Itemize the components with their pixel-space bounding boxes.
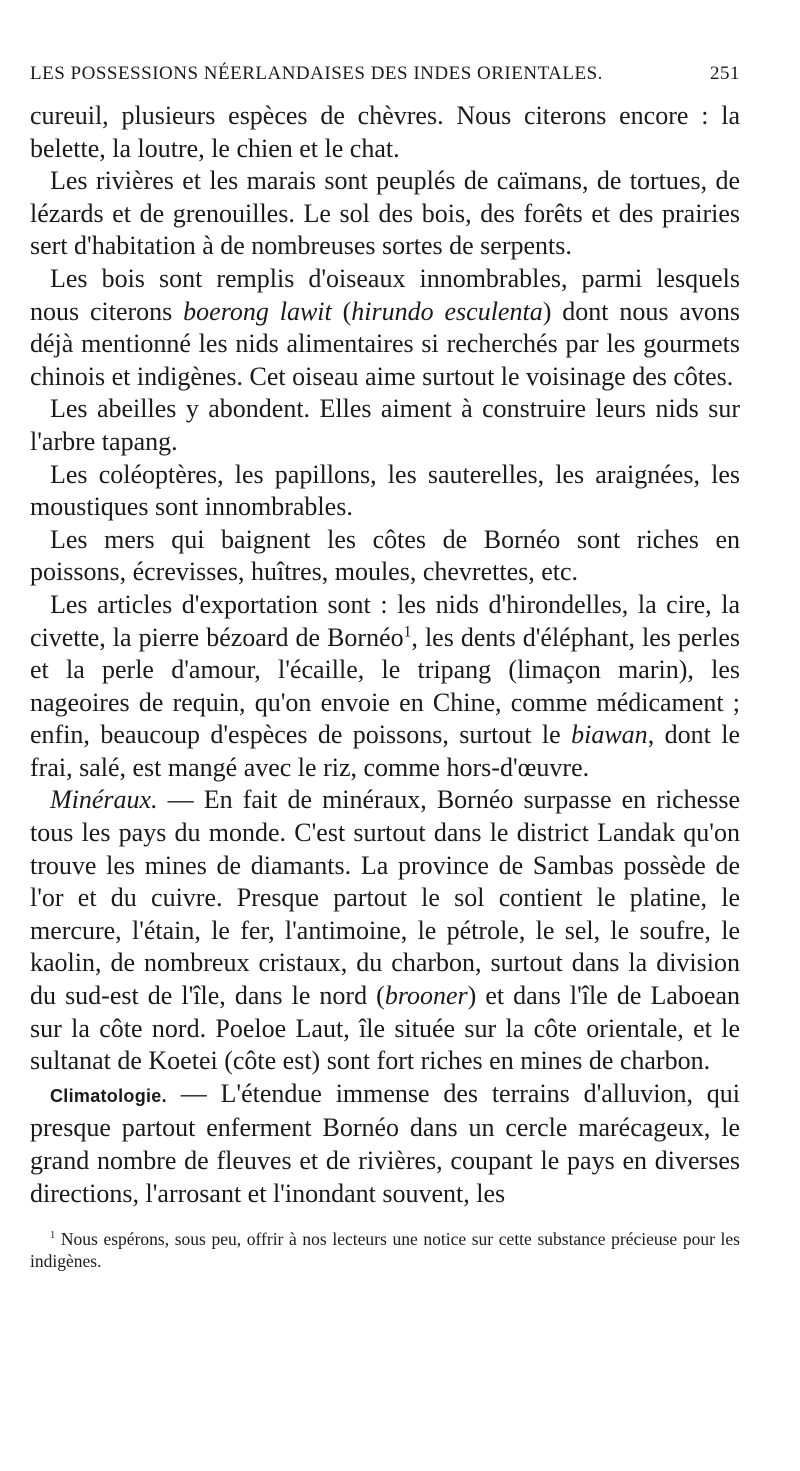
paragraph-climate	[30, 1078, 740, 1210]
text-run: Les articles d'exportation sont : les nids d'hirondelles, la cire, la civette, la pierre bézoard de Bornéo	[30, 589, 740, 652]
text-run: — L'étendue immense des terrains d'alluvion, qui presque partout enferment Bornéo dans un cercle marécageux, le grand nombre de fleuves et de rivières, coupant le pays en diverses directions, l'arrosant et l'inondant souvent, les	[30, 1078, 740, 1208]
text-run: ) dont nous avons déjà mentionné les nids alimentaires si recherchés par les gourmets chinois et indigènes. Cet oiseau aime surtout le voisinage des côtes.	[30, 296, 740, 391]
running-title: LES POSSESSIONS NÉERLANDAISES DES INDES ORIENTALES.	[30, 63, 603, 84]
page-body	[30, 100, 740, 1272]
footnote-text: Nous espérons, sous peu, offrir à nos lecteurs une notice sur cette substance précieuse pour les indigènes.	[30, 1229, 740, 1272]
paragraph-continuation: cureuil, plusieurs espèces de chèvres. Nous citerons encore : la belette, la loutre, le chien et le chat.	[30, 101, 740, 163]
text-run: Les bois sont remplis d'oiseaux innombrables, parmi lesquels nous citerons	[30, 263, 740, 326]
paragraph-bees: Les abeilles y abondent. Elles aiment à construire leurs nids sur l'arbre tapang.	[30, 394, 740, 456]
footnote-reference: 1	[403, 622, 412, 640]
italic-term: biawan	[571, 720, 648, 750]
running-header	[30, 60, 740, 92]
paragraph-seas: Les mers qui baignent les côtes de Bornéo sont riches en poissons, écrevisses, huîtres, moules, chevrettes, etc.	[30, 524, 740, 587]
footnote-mark: 1	[50, 1230, 56, 1242]
paragraph-reptiles: Les rivières et les marais sont peuplés de caïmans, de tortues, de lézards et de grenouilles. Le sol des bois, des forêts et des prairies sert d'habitation à de nombreuses sortes de serpents.	[30, 166, 740, 261]
section-heading-mineraux: Minéraux.	[50, 785, 158, 815]
text-run: , dont le frai, salé, est mangé avec le riz, comme hors-d'œuvre.	[30, 720, 740, 782]
text-run: — En fait de minéraux, Bornéo surpasse en richesse tous les pays du monde. C'est surtout dans le district Landak qu'on trouve les mines de diamants. La province de Sambas possède de l'or et du cuivre. Presque partout le sol contient le platine, le mercure, l'étain, le fer, l'antimoine, le pétrole, le sel, le soufre, le kaolin, de nombreux cristaux, du charbon, surtout dans la division du sud-est de l'île, dans le nord (	[30, 785, 740, 1011]
paragraph-exports	[30, 589, 740, 785]
italic-term: hirundo esculenta	[351, 296, 543, 326]
italic-term: boerong lawit	[183, 296, 332, 326]
text-run: ) et dans l'île de Laboean sur la côte nord. Poeloe Laut, île située sur la côte orientale, et le sultanat de Koetei (côte est) sont fort riches en mines de charbon.	[30, 981, 740, 1076]
footnote	[30, 1228, 740, 1272]
paragraph-insects: Les coléoptères, les papillons, les sauterelles, les araignées, les moustiques sont innombrables.	[30, 459, 740, 522]
page-number: 251	[710, 63, 740, 84]
text-run: , les dents d'éléphant, les perles et la perle d'amour, l'écaille, le tripang (limaçon marin), les nageoires de requin, qu'on envoie en Chine, comme médicament ; enfin, beaucoup d'espèces de poissons, surtout le	[30, 622, 740, 750]
book-page	[30, 60, 740, 1272]
paragraph-minerals	[30, 784, 740, 1077]
section-heading-climatologie: Climatologie.	[50, 1085, 167, 1106]
text-run: (	[331, 296, 352, 326]
paragraph-birds	[30, 263, 740, 393]
italic-term: brooner	[384, 981, 468, 1011]
